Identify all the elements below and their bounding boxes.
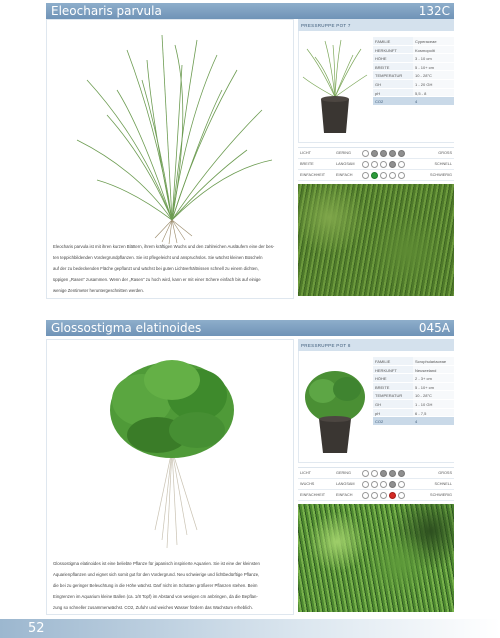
info-row: CO2 4	[373, 417, 454, 426]
description-line: üppigen „Rasen" zusammen. Wenn der „Rasen" zu hoch wird, kann er mit einer Schere einfach bis auf einige	[53, 277, 261, 282]
description-line: ten teppichbildenden Vordergrundpflanzen. Sie ist pflegeleicht und anspruchslos. Sie wächst kleinen Büscheln	[53, 255, 263, 260]
info-row: BREITE 5 - 10+ cm	[373, 63, 454, 72]
plant-header	[46, 320, 454, 336]
info-row: HERKUNFT Kosmopolit	[373, 46, 454, 55]
plant-sidebar	[298, 19, 454, 296]
description-line: zung so schneller zusammenwächst. CO2, Zufuhr und weiches Wasser fördern das Wachstum erheblich.	[53, 605, 253, 610]
plant-illustration-panel	[46, 339, 294, 615]
rating-table	[298, 467, 454, 501]
description-line: wenige Zentimeter heruntergeschnitten werden.	[53, 288, 145, 293]
description-line: Eingrenzen im Aquarium kleine Ballen (ca. 1/8 Topf) im Abstand von wenigen cm anbringen, da die Bepflan-	[53, 594, 258, 599]
plant-illustration	[47, 20, 293, 245]
rating-row: EINFACHHEIT EINFACH SCHWIERIG	[298, 170, 454, 181]
plant-info-table	[373, 357, 454, 426]
info-row: GH 1 - 10 GH	[373, 400, 454, 409]
plant-name: Glossostigma elatinoides	[51, 321, 202, 335]
info-row: HÖHE 3 - 10 cm	[373, 54, 454, 63]
rating-row: EINFACHHEIT EINFACH SCHWIERIG	[298, 490, 454, 501]
plant-header	[46, 3, 454, 19]
rating-row: WUCHS LANGSAM SCHNELL	[298, 479, 454, 490]
info-row: pH 5,5 - 8	[373, 89, 454, 98]
plant-code: 045A	[418, 321, 450, 335]
plant-illustration	[47, 340, 293, 555]
plant-description	[53, 558, 289, 613]
plant-section	[46, 19, 454, 299]
plant-info-table	[373, 37, 454, 106]
plant-illustration-panel	[46, 19, 294, 299]
plant-description	[53, 241, 289, 296]
description-line: Aquarienpflanzen und eignet sich somit gut für den Vordergrund. Neu schwierige und lichtbedürftige Pflanze,	[53, 572, 260, 577]
info-row: BREITE 5 - 10+ cm	[373, 383, 454, 392]
rating-row: LICHT GERING GROSS	[298, 148, 454, 159]
rating-row: BREITE LANGSAM SCHNELL	[298, 159, 454, 170]
potted-plant-photo	[301, 357, 369, 457]
info-row: FAMILIE Scrophulariaceae	[373, 357, 454, 366]
info-row: CO2 4	[373, 97, 454, 106]
info-row: TEMPERATUR 10 - 28°C	[373, 71, 454, 80]
page-footer	[0, 619, 500, 638]
page-number: 52	[28, 621, 45, 636]
pot-photo-box	[298, 31, 454, 143]
aquarium-photo	[298, 184, 454, 296]
description-line: auf der zu bedeckenden Fläche gepflanzt und wächst bei guten Lichtverhältnissen schnell zu einem dichten,	[53, 266, 259, 271]
info-row: GH 1 - 20 GH	[373, 80, 454, 89]
package-label: PRESSRUPPE POT 8	[298, 339, 454, 351]
plant-sidebar	[298, 339, 454, 612]
rating-row: LICHT GERING GROSS	[298, 468, 454, 479]
description-line: Eleocharis parvula ist mit ihren kurzen Blättern, ihrem kräftigen Wuchs und den zahlreichen Ausläufern eine der bes-	[53, 244, 275, 249]
plant-name: Eleocharis parvula	[51, 4, 162, 18]
plant-section	[46, 339, 454, 615]
info-row: TEMPERATUR 10 - 28°C	[373, 391, 454, 400]
info-row: FAMILIE Cyperaceae	[373, 37, 454, 46]
package-label: PRESSRUPPE POT 7	[298, 19, 454, 31]
description-line: Glossostigma elatinoides ist eine beliebte Pflanze für japanisch inspirierte Aquarien. Sie ist eine der kleinsten	[53, 561, 260, 566]
rating-table	[298, 147, 454, 181]
pot-photo-box	[298, 351, 454, 463]
info-row: HERKUNFT Neuseeland	[373, 366, 454, 375]
description-line: die bei zu geringer Beleuchtung in die Höhe wächst. Darf nicht im Schatten größerer Pflanzen stehen. Beim	[53, 583, 258, 588]
info-row: pH 6 - 7,5	[373, 409, 454, 418]
aquarium-photo	[298, 504, 454, 612]
potted-plant-photo	[301, 37, 369, 137]
info-row: HÖHE 2 - 3+ cm	[373, 374, 454, 383]
plant-code: 132C	[418, 4, 450, 18]
